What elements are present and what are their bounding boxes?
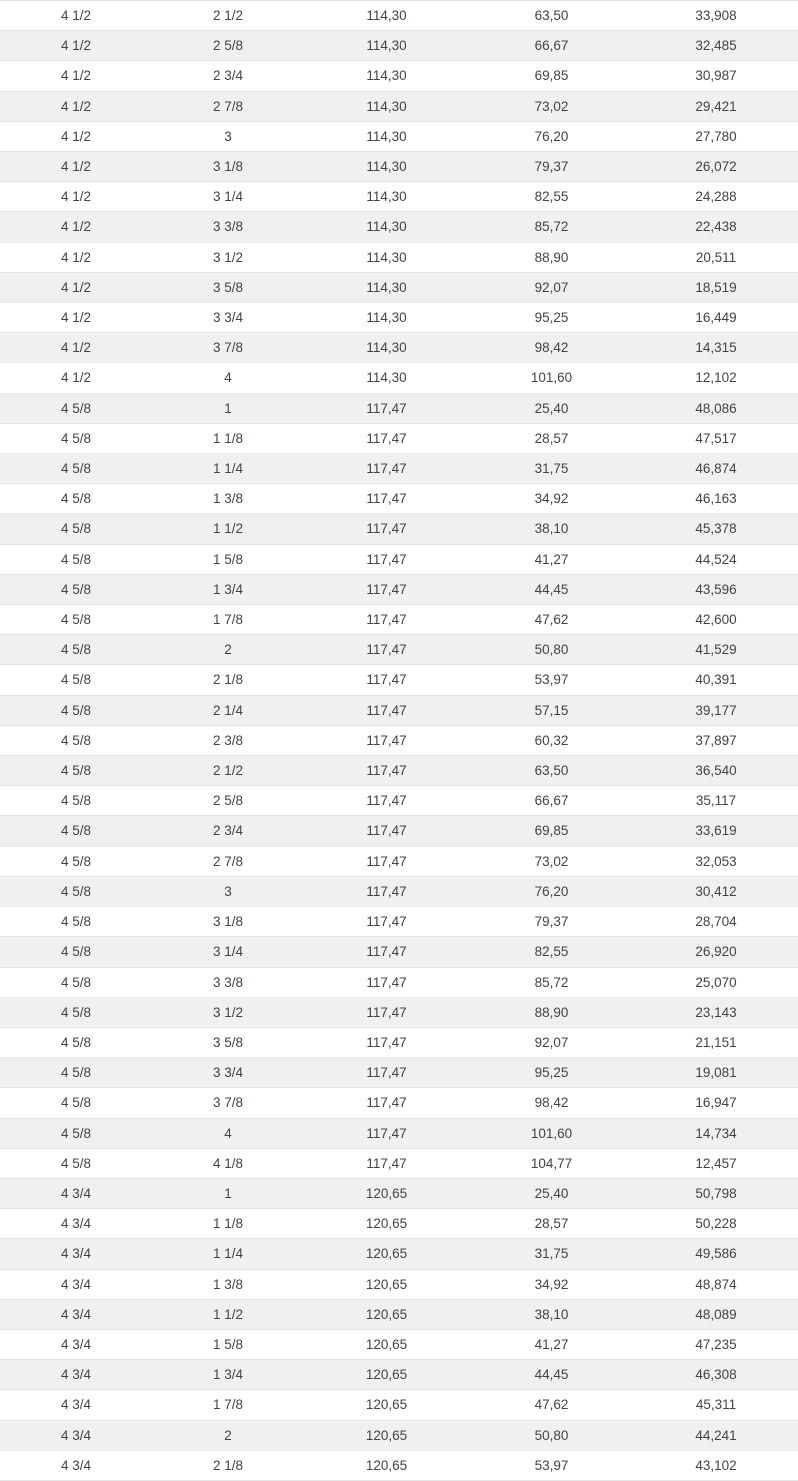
table-cell-mm_a: 117,47 [304, 695, 469, 725]
table-cell-value: 23,143 [634, 997, 798, 1027]
table-cell-size_in_a: 4 1/2 [0, 152, 152, 182]
table-cell-mm_a: 117,47 [304, 514, 469, 544]
table-cell-value: 14,315 [634, 333, 798, 363]
table-cell-size_in_b: 2 [152, 635, 304, 665]
table-row [0, 423, 798, 453]
table-cell-mm_a: 117,47 [304, 605, 469, 635]
table-cell-mm_b: 88,90 [469, 242, 634, 272]
table-cell-size_in_b: 1 3/8 [152, 484, 304, 514]
table-cell-size_in_b: 1 1/4 [152, 1239, 304, 1269]
table-cell-mm_b: 92,07 [469, 1027, 634, 1057]
table-cell-size_in_a: 4 3/4 [0, 1209, 152, 1239]
table-cell-value: 50,228 [634, 1209, 798, 1239]
table-cell-size_in_a: 4 1/2 [0, 363, 152, 393]
table-cell-mm_b: 44,45 [469, 574, 634, 604]
table-cell-size_in_a: 4 5/8 [0, 846, 152, 876]
table-cell-value: 43,102 [634, 1450, 798, 1480]
table-cell-value: 46,874 [634, 454, 798, 484]
table-cell-mm_a: 120,65 [304, 1450, 469, 1480]
table-row [0, 121, 798, 151]
table-cell-size_in_a: 4 3/4 [0, 1299, 152, 1329]
table-cell-value: 26,072 [634, 152, 798, 182]
table-row [0, 182, 798, 212]
table-cell-mm_a: 114,30 [304, 363, 469, 393]
table-cell-value: 12,102 [634, 363, 798, 393]
table-cell-mm_a: 117,47 [304, 937, 469, 967]
table-cell-mm_a: 117,47 [304, 967, 469, 997]
table-cell-value: 27,780 [634, 121, 798, 151]
table-cell-value: 16,947 [634, 1088, 798, 1118]
table-cell-value: 47,235 [634, 1329, 798, 1359]
table-cell-value: 30,987 [634, 61, 798, 91]
table-row [0, 786, 798, 816]
table-row [0, 756, 798, 786]
table-row [0, 484, 798, 514]
table-cell-mm_b: 57,15 [469, 695, 634, 725]
table-cell-mm_a: 117,47 [304, 1088, 469, 1118]
table-cell-size_in_b: 1 3/8 [152, 1269, 304, 1299]
table-cell-mm_a: 117,47 [304, 997, 469, 1027]
table-cell-mm_a: 117,47 [304, 1027, 469, 1057]
table-cell-size_in_b: 1 1/2 [152, 1299, 304, 1329]
table-cell-mm_b: 41,27 [469, 544, 634, 574]
table-cell-size_in_b: 1 [152, 393, 304, 423]
table-row [0, 1299, 798, 1329]
table-cell-size_in_a: 4 1/2 [0, 31, 152, 61]
table-cell-mm_a: 117,47 [304, 1058, 469, 1088]
table-cell-size_in_b: 2 5/8 [152, 786, 304, 816]
table-cell-mm_b: 95,25 [469, 303, 634, 333]
table-cell-value: 40,391 [634, 665, 798, 695]
table-cell-size_in_a: 4 5/8 [0, 937, 152, 967]
table-cell-mm_b: 73,02 [469, 91, 634, 121]
table-cell-mm_a: 120,65 [304, 1299, 469, 1329]
table-cell-size_in_a: 4 1/2 [0, 121, 152, 151]
table-row [0, 816, 798, 846]
table-cell-size_in_b: 2 3/4 [152, 816, 304, 846]
table-cell-mm_a: 120,65 [304, 1329, 469, 1359]
table-cell-mm_b: 34,92 [469, 484, 634, 514]
table-cell-mm_b: 79,37 [469, 152, 634, 182]
table-cell-size_in_a: 4 5/8 [0, 484, 152, 514]
table-cell-size_in_a: 4 5/8 [0, 454, 152, 484]
table-cell-size_in_b: 3 [152, 876, 304, 906]
table-cell-value: 36,540 [634, 756, 798, 786]
table-cell-size_in_a: 4 5/8 [0, 816, 152, 846]
table-row [0, 91, 798, 121]
table-cell-size_in_b: 2 1/8 [152, 665, 304, 695]
table-cell-value: 16,449 [634, 303, 798, 333]
table-cell-value: 12,457 [634, 1148, 798, 1178]
table-cell-size_in_a: 4 3/4 [0, 1420, 152, 1450]
table-row [0, 242, 798, 272]
table-cell-mm_a: 117,47 [304, 846, 469, 876]
table-cell-mm_b: 38,10 [469, 514, 634, 544]
table-cell-value: 20,511 [634, 242, 798, 272]
table-cell-size_in_b: 3 3/4 [152, 1058, 304, 1088]
table-row [0, 1027, 798, 1057]
table-cell-value: 42,600 [634, 605, 798, 635]
table-cell-mm_a: 120,65 [304, 1269, 469, 1299]
table-cell-mm_b: 53,97 [469, 665, 634, 695]
table-cell-size_in_b: 2 [152, 1420, 304, 1450]
table-cell-mm_a: 114,30 [304, 333, 469, 363]
table-cell-size_in_b: 4 1/8 [152, 1148, 304, 1178]
table-cell-mm_a: 120,65 [304, 1360, 469, 1390]
table-cell-size_in_b: 2 5/8 [152, 31, 304, 61]
table-cell-size_in_a: 4 5/8 [0, 786, 152, 816]
table-row [0, 393, 798, 423]
table-cell-mm_a: 114,30 [304, 182, 469, 212]
table-row [0, 605, 798, 635]
table-cell-size_in_a: 4 3/4 [0, 1390, 152, 1420]
table-cell-mm_b: 66,67 [469, 31, 634, 61]
table-cell-mm_a: 120,65 [304, 1239, 469, 1269]
table-cell-size_in_b: 2 3/8 [152, 725, 304, 755]
table-cell-mm_a: 120,65 [304, 1390, 469, 1420]
table-cell-size_in_a: 4 3/4 [0, 1239, 152, 1269]
table-cell-size_in_a: 4 5/8 [0, 423, 152, 453]
table-cell-size_in_b: 1 5/8 [152, 1329, 304, 1359]
table-cell-size_in_b: 2 1/8 [152, 1450, 304, 1480]
table-cell-mm_b: 101,60 [469, 363, 634, 393]
table-cell-mm_b: 28,57 [469, 423, 634, 453]
table-cell-size_in_b: 1 7/8 [152, 1390, 304, 1420]
table-cell-value: 14,734 [634, 1118, 798, 1148]
table-cell-mm_b: 76,20 [469, 876, 634, 906]
table-cell-size_in_a: 4 5/8 [0, 514, 152, 544]
table-cell-value: 28,704 [634, 907, 798, 937]
table-cell-mm_b: 25,40 [469, 393, 634, 423]
table-cell-size_in_a: 4 3/4 [0, 1329, 152, 1359]
table-cell-size_in_a: 4 1/2 [0, 303, 152, 333]
table-cell-value: 32,485 [634, 31, 798, 61]
table-cell-size_in_b: 1 1/8 [152, 1209, 304, 1239]
table-cell-value: 48,089 [634, 1299, 798, 1329]
table-cell-mm_a: 117,47 [304, 665, 469, 695]
table-cell-size_in_a: 4 1/2 [0, 333, 152, 363]
table-cell-mm_a: 117,47 [304, 544, 469, 574]
table-cell-size_in_b: 1 5/8 [152, 544, 304, 574]
table-cell-size_in_a: 4 5/8 [0, 997, 152, 1027]
table-cell-mm_a: 114,30 [304, 303, 469, 333]
table-cell-size_in_b: 1 1/4 [152, 454, 304, 484]
table-cell-mm_a: 114,30 [304, 272, 469, 302]
table-cell-mm_a: 117,47 [304, 574, 469, 604]
table-cell-mm_a: 117,47 [304, 1118, 469, 1148]
table-cell-size_in_b: 1 1/8 [152, 423, 304, 453]
table-cell-mm_a: 117,47 [304, 786, 469, 816]
table-row [0, 1118, 798, 1148]
table-cell-size_in_a: 4 5/8 [0, 393, 152, 423]
table-cell-mm_a: 117,47 [304, 876, 469, 906]
table-row [0, 1178, 798, 1208]
table-row [0, 1148, 798, 1178]
table-row [0, 1, 798, 31]
table-cell-size_in_a: 4 1/2 [0, 1, 152, 31]
table-row [0, 31, 798, 61]
table-cell-size_in_a: 4 5/8 [0, 907, 152, 937]
table-cell-mm_b: 95,25 [469, 1058, 634, 1088]
table-row [0, 1058, 798, 1088]
table-cell-value: 33,908 [634, 1, 798, 31]
table-cell-size_in_b: 2 1/4 [152, 695, 304, 725]
table-cell-mm_b: 98,42 [469, 333, 634, 363]
table-cell-mm_a: 120,65 [304, 1178, 469, 1208]
table-cell-size_in_b: 3 1/4 [152, 937, 304, 967]
table-cell-mm_b: 53,97 [469, 1450, 634, 1480]
table-cell-size_in_a: 4 5/8 [0, 1088, 152, 1118]
table-cell-value: 49,586 [634, 1239, 798, 1269]
table-row [0, 635, 798, 665]
table-cell-size_in_b: 4 [152, 1118, 304, 1148]
table-cell-value: 39,177 [634, 695, 798, 725]
table-cell-size_in_a: 4 5/8 [0, 544, 152, 574]
table-row [0, 876, 798, 906]
table-cell-mm_a: 117,47 [304, 725, 469, 755]
table-row [0, 1450, 798, 1480]
table-row [0, 1360, 798, 1390]
table-cell-mm_a: 117,47 [304, 1148, 469, 1178]
table-cell-mm_b: 69,85 [469, 816, 634, 846]
table-cell-mm_a: 117,47 [304, 454, 469, 484]
table-cell-mm_b: 85,72 [469, 967, 634, 997]
table-cell-mm_b: 47,62 [469, 1390, 634, 1420]
table-cell-mm_b: 63,50 [469, 1, 634, 31]
table-cell-size_in_b: 3 5/8 [152, 1027, 304, 1057]
table-cell-value: 18,519 [634, 272, 798, 302]
table-cell-value: 47,517 [634, 423, 798, 453]
table-cell-size_in_b: 3 7/8 [152, 333, 304, 363]
table-cell-mm_a: 114,30 [304, 152, 469, 182]
table-cell-value: 37,897 [634, 725, 798, 755]
table-cell-value: 48,874 [634, 1269, 798, 1299]
table-cell-size_in_a: 4 3/4 [0, 1269, 152, 1299]
table-cell-mm_b: 101,60 [469, 1118, 634, 1148]
table-row [0, 1390, 798, 1420]
table-cell-value: 19,081 [634, 1058, 798, 1088]
table-cell-value: 25,070 [634, 967, 798, 997]
table-cell-size_in_a: 4 5/8 [0, 1118, 152, 1148]
table-row [0, 61, 798, 91]
table-row [0, 333, 798, 363]
table-cell-value: 26,920 [634, 937, 798, 967]
table-cell-size_in_b: 3 1/8 [152, 152, 304, 182]
table-row [0, 1420, 798, 1450]
table-cell-size_in_b: 1 3/4 [152, 574, 304, 604]
table-cell-mm_a: 117,47 [304, 393, 469, 423]
table-cell-mm_b: 66,67 [469, 786, 634, 816]
table-cell-mm_a: 117,47 [304, 423, 469, 453]
table-cell-mm_a: 114,30 [304, 212, 469, 242]
table-cell-size_in_b: 2 7/8 [152, 846, 304, 876]
table-cell-mm_b: 25,40 [469, 1178, 634, 1208]
table-cell-value: 32,053 [634, 846, 798, 876]
table-cell-size_in_b: 3 [152, 121, 304, 151]
table-cell-mm_b: 60,32 [469, 725, 634, 755]
table-row [0, 454, 798, 484]
table-cell-mm_b: 82,55 [469, 182, 634, 212]
table-cell-mm_b: 69,85 [469, 61, 634, 91]
table-cell-value: 48,086 [634, 393, 798, 423]
table-cell-size_in_b: 3 1/8 [152, 907, 304, 937]
table-cell-size_in_a: 4 1/2 [0, 212, 152, 242]
table-cell-mm_a: 117,47 [304, 816, 469, 846]
table-cell-size_in_b: 1 3/4 [152, 1360, 304, 1390]
table-row [0, 212, 798, 242]
table-cell-size_in_a: 4 1/2 [0, 272, 152, 302]
table-cell-size_in_a: 4 3/4 [0, 1450, 152, 1480]
table-row [0, 725, 798, 755]
table-row [0, 665, 798, 695]
table-cell-size_in_b: 2 1/2 [152, 756, 304, 786]
table-cell-size_in_b: 2 1/2 [152, 1, 304, 31]
table-body [0, 1, 798, 1481]
table-row [0, 152, 798, 182]
table-cell-mm_b: 47,62 [469, 605, 634, 635]
table-cell-mm_b: 92,07 [469, 272, 634, 302]
table-cell-mm_b: 31,75 [469, 454, 634, 484]
table-cell-size_in_a: 4 1/2 [0, 61, 152, 91]
table-cell-mm_b: 79,37 [469, 907, 634, 937]
table-cell-size_in_b: 1 [152, 1178, 304, 1208]
table-cell-size_in_b: 4 [152, 363, 304, 393]
table-cell-value: 46,308 [634, 1360, 798, 1390]
table-cell-mm_b: 31,75 [469, 1239, 634, 1269]
table-cell-size_in_a: 4 3/4 [0, 1178, 152, 1208]
table-cell-mm_a: 117,47 [304, 635, 469, 665]
table-cell-size_in_a: 4 5/8 [0, 876, 152, 906]
table-cell-mm_b: 34,92 [469, 1269, 634, 1299]
table-cell-mm_b: 50,80 [469, 1420, 634, 1450]
table-row [0, 363, 798, 393]
table-cell-mm_a: 114,30 [304, 31, 469, 61]
table-cell-mm_b: 44,45 [469, 1360, 634, 1390]
table-cell-size_in_a: 4 3/4 [0, 1360, 152, 1390]
table-cell-size_in_a: 4 5/8 [0, 605, 152, 635]
table-cell-size_in_a: 4 5/8 [0, 725, 152, 755]
table-cell-size_in_b: 3 1/4 [152, 182, 304, 212]
table-cell-value: 30,412 [634, 876, 798, 906]
table-cell-size_in_a: 4 5/8 [0, 1058, 152, 1088]
table-cell-value: 35,117 [634, 786, 798, 816]
table-row [0, 272, 798, 302]
table-cell-mm_b: 63,50 [469, 756, 634, 786]
table-cell-mm_b: 28,57 [469, 1209, 634, 1239]
table-cell-mm_b: 85,72 [469, 212, 634, 242]
table-row [0, 1209, 798, 1239]
table-cell-mm_a: 114,30 [304, 91, 469, 121]
table-cell-size_in_a: 4 5/8 [0, 1148, 152, 1178]
table-row [0, 1329, 798, 1359]
table-cell-size_in_b: 2 3/4 [152, 61, 304, 91]
table-cell-size_in_b: 1 7/8 [152, 605, 304, 635]
table-row [0, 1239, 798, 1269]
table-row [0, 544, 798, 574]
table-cell-value: 45,378 [634, 514, 798, 544]
table-row [0, 574, 798, 604]
table-cell-mm_b: 82,55 [469, 937, 634, 967]
table-cell-value: 44,524 [634, 544, 798, 574]
table-cell-mm_a: 114,30 [304, 61, 469, 91]
table-cell-mm_b: 76,20 [469, 121, 634, 151]
table-row [0, 907, 798, 937]
table-cell-size_in_a: 4 1/2 [0, 91, 152, 121]
table-row [0, 846, 798, 876]
table-cell-value: 43,596 [634, 574, 798, 604]
table-cell-value: 46,163 [634, 484, 798, 514]
table-cell-value: 33,619 [634, 816, 798, 846]
table-cell-mm_b: 88,90 [469, 997, 634, 1027]
table-cell-size_in_b: 1 1/2 [152, 514, 304, 544]
table-cell-size_in_b: 3 3/8 [152, 212, 304, 242]
table-row [0, 514, 798, 544]
table-cell-size_in_a: 4 5/8 [0, 695, 152, 725]
table-cell-value: 50,798 [634, 1178, 798, 1208]
table-cell-size_in_a: 4 1/2 [0, 182, 152, 212]
table-row [0, 967, 798, 997]
table-cell-size_in_b: 3 1/2 [152, 997, 304, 1027]
table-row [0, 695, 798, 725]
table-cell-size_in_a: 4 5/8 [0, 665, 152, 695]
table-cell-mm_a: 114,30 [304, 242, 469, 272]
table-cell-mm_b: 41,27 [469, 1329, 634, 1359]
table-cell-size_in_b: 3 7/8 [152, 1088, 304, 1118]
table-row [0, 937, 798, 967]
table-cell-mm_a: 114,30 [304, 121, 469, 151]
table-row [0, 303, 798, 333]
table-cell-size_in_a: 4 1/2 [0, 242, 152, 272]
table-cell-value: 44,241 [634, 1420, 798, 1450]
table-row [0, 1088, 798, 1118]
table-cell-value: 22,438 [634, 212, 798, 242]
table-cell-mm_a: 117,47 [304, 756, 469, 786]
table-cell-size_in_b: 3 5/8 [152, 272, 304, 302]
table-cell-size_in_a: 4 5/8 [0, 1027, 152, 1057]
table-row [0, 997, 798, 1027]
table-cell-value: 24,288 [634, 182, 798, 212]
table-cell-size_in_b: 3 1/2 [152, 242, 304, 272]
table-cell-mm_b: 104,77 [469, 1148, 634, 1178]
table-cell-value: 29,421 [634, 91, 798, 121]
table-cell-size_in_a: 4 5/8 [0, 756, 152, 786]
table-cell-size_in_a: 4 5/8 [0, 635, 152, 665]
table-cell-value: 45,311 [634, 1390, 798, 1420]
table-cell-value: 21,151 [634, 1027, 798, 1057]
table-cell-mm_b: 98,42 [469, 1088, 634, 1118]
table-cell-mm_a: 117,47 [304, 484, 469, 514]
table-cell-mm_b: 38,10 [469, 1299, 634, 1329]
table-cell-size_in_b: 3 3/8 [152, 967, 304, 997]
table-cell-mm_a: 120,65 [304, 1420, 469, 1450]
table-cell-size_in_a: 4 5/8 [0, 574, 152, 604]
table-cell-size_in_b: 3 3/4 [152, 303, 304, 333]
table-row [0, 1269, 798, 1299]
table-cell-mm_a: 117,47 [304, 907, 469, 937]
table-cell-size_in_b: 2 7/8 [152, 91, 304, 121]
table-cell-mm_a: 114,30 [304, 1, 469, 31]
table-cell-mm_b: 50,80 [469, 635, 634, 665]
table-cell-mm_b: 73,02 [469, 846, 634, 876]
table-cell-mm_a: 120,65 [304, 1209, 469, 1239]
table-cell-value: 41,529 [634, 635, 798, 665]
table-cell-size_in_a: 4 5/8 [0, 967, 152, 997]
